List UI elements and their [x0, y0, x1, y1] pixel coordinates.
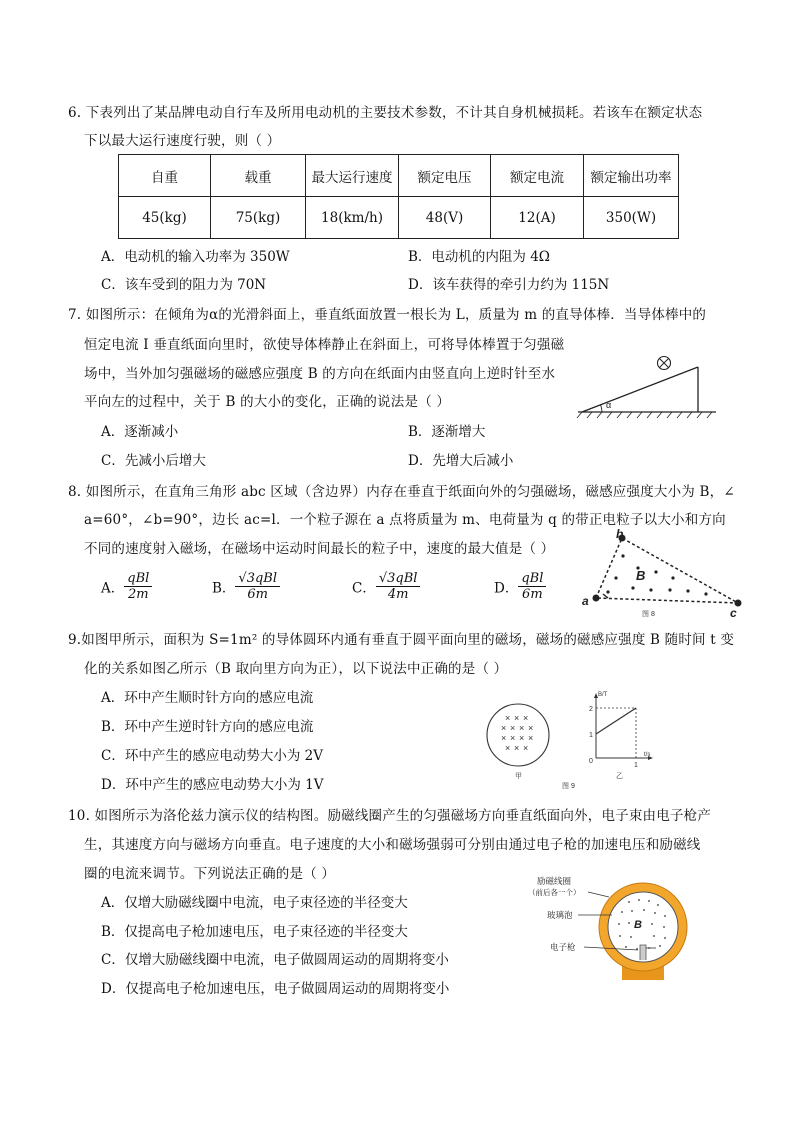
x-tick-0: 0 [589, 758, 593, 765]
fraction-numerator: √3qBl [235, 571, 280, 587]
incline-slope [582, 367, 698, 412]
alpha-label: α [606, 400, 612, 410]
table-cell: 48(V) [399, 197, 491, 239]
q9-figure [478, 690, 658, 790]
field-B-label: B [634, 919, 642, 931]
q9-option-c[interactable]: C．环中产生的感应电动势大小为 2V [101, 748, 323, 764]
q8-option-a[interactable] [101, 571, 152, 602]
fraction-denominator: 4m [387, 587, 409, 602]
q7-option-c[interactable]: C．先减小后增大 [101, 453, 206, 469]
q9-option-d[interactable]: D．环中产生的感应电动势大小为 1V [101, 777, 324, 793]
figure-caption: 图 8 [642, 611, 655, 618]
angle-mark-a [603, 594, 608, 598]
label-coil-note: （前后各一个） [528, 888, 581, 897]
q8-option-d[interactable] [494, 571, 546, 602]
option-fraction [376, 571, 421, 602]
q7-option-d[interactable]: D．先增大后减小 [408, 453, 514, 469]
q6-spec-table [118, 154, 679, 239]
q6-option-b[interactable]: B．电动机的内阻为 4Ω [408, 249, 550, 265]
svg-text:×: × [528, 723, 534, 733]
triangle-abc [596, 538, 738, 603]
x-tick-1: 1 [634, 762, 638, 769]
q6-option-c[interactable]: C．该车受到的阻力为 70N [101, 277, 267, 293]
table-header-cell: 载重 [211, 155, 306, 197]
option-fraction [518, 571, 546, 602]
table-header-cell: 自重 [119, 155, 211, 197]
y-tick-2: 2 [589, 706, 593, 713]
label-jia: 甲 [515, 773, 522, 780]
vertex-b-label: b [616, 527, 624, 541]
field-into-page-crosses [501, 713, 533, 753]
table-cell: 12(A) [491, 197, 584, 239]
svg-text:×: × [501, 733, 507, 743]
vertex-a-dot [593, 595, 600, 602]
svg-text:×: × [505, 713, 511, 723]
fraction-denominator: 6m [522, 587, 543, 602]
vertex-a-label: a [582, 594, 589, 608]
svg-text:×: × [510, 733, 516, 743]
q10-stem-line1: 10. 如图所示为洛伦兹力演示仪的结构图。励磁线圈产生的匀强磁场方向垂直纸面向外，电子束由电子枪产 [68, 808, 712, 824]
q7-stem-line2: 恒定电流 I 垂直纸面向里时，欲使导体棒静止在斜面上，可将导体棒置于匀强磁 [84, 337, 565, 353]
q8-stem-line2: a=60°，∠b=90°，边长 ac=l．一个粒子源在 a 点将质量为 m、电荷量为 q 的带正电粒子以大小和方向 [84, 512, 726, 528]
q6-stem-line1: 6. 下表列出了某品牌电动自行车及所用电动机的主要技术参数，不计其自身机械损耗。若该车在额定状态 [68, 105, 703, 121]
label-gun: 电子枪 [550, 942, 576, 952]
svg-text:×: × [505, 743, 511, 753]
svg-text:×: × [510, 723, 516, 733]
q6-option-a[interactable]: A．电动机的输入功率为 350W [101, 249, 290, 265]
q8-triangle-figure [578, 528, 746, 620]
table-header-cell: 额定电压 [399, 155, 491, 197]
angle-arc [601, 405, 602, 412]
q10-option-d[interactable]: D．仅提高电子枪加速电压，电子做圆周运动的周期将变小 [101, 981, 450, 997]
option-label: B． [212, 580, 236, 597]
svg-text:×: × [523, 743, 529, 753]
svg-text:×: × [523, 713, 529, 723]
field-dots [606, 554, 707, 595]
q7-incline-figure [574, 345, 724, 420]
q8-option-c[interactable] [352, 571, 420, 602]
svg-text:×: × [528, 733, 534, 743]
ground-hatch [577, 412, 712, 418]
q6-option-d[interactable]: D．该车获得的牵引力约为 115N [408, 277, 610, 293]
x-axis-label: t/s [644, 752, 651, 758]
q7-stem-line1: 7. 如图所示：在倾角为α的光滑斜面上，垂直纸面放置一根长为 L，质量为 m 的直导体棒．当导体棒中的 [68, 307, 707, 323]
q10-stem-line2: 生，其速度方向与磁场方向垂直。电子速度的大小和磁场强弱可分别由通过电子枪的加速电压和励磁线 [84, 837, 701, 853]
q9-stem-line1: 9.如图甲所示，面积为 S=1m² 的导体圆环内通有垂直于圆平面向里的磁场，磁场的磁感应强度 B 随时间 t 变 [68, 632, 735, 648]
table-cell: 45(kg) [119, 197, 211, 239]
q9-option-a[interactable]: A．环中产生顺时针方向的感应电流 [101, 690, 314, 706]
q9-option-b[interactable]: B．环中产生逆时针方向的感应电流 [101, 719, 314, 735]
fraction-numerator: qBl [518, 571, 546, 587]
q8-stem-line1: 8. 如图所示，在直角三角形 abc 区域（含边界）内存在垂直于纸面向外的匀强磁场，磁感应强度大小为 B，∠ [68, 484, 735, 500]
fraction-numerator: qBl [124, 571, 152, 587]
svg-text:×: × [519, 723, 525, 733]
q7-option-b[interactable]: B．逐渐增大 [408, 424, 486, 440]
y-axis-label: B/T [598, 692, 608, 698]
figure-caption: 图 9 [562, 783, 575, 790]
field-B-label: B [636, 568, 646, 583]
option-label: C． [352, 580, 376, 597]
option-fraction [124, 571, 152, 602]
fraction-denominator: 2m [127, 587, 149, 602]
q7-stem-line4: 平向左的过程中，关于 B 的大小的变化，正确的说法是（ ） [84, 394, 451, 410]
q6-stem-line2: 下以最大运行速度行驶，则（ ） [84, 133, 281, 149]
q10-stem-line3: 圈的电流来调节。下列说法正确的是（ ） [84, 866, 336, 882]
option-fraction [235, 571, 280, 602]
q9-stem-line2: 化的关系如图乙所示（B 取向里方向为正），以下说法中正确的是（ ） [84, 661, 508, 677]
q7-stem-line3: 场中，当外加匀强磁场的磁感应强度 B 的方向在纸面内由竖直向上逆时针至水 [84, 366, 556, 382]
table-cell: 350(W) [584, 197, 679, 239]
label-bulb: 玻璃泡 [547, 910, 573, 920]
svg-text:×: × [519, 733, 525, 743]
leader-coil [588, 892, 609, 897]
table-header-cell: 额定电流 [491, 155, 584, 197]
label-yi: 乙 [616, 773, 623, 780]
option-label: A． [101, 580, 125, 597]
q10-option-a[interactable]: A．仅增大励磁线圈中电流，电子束径迹的半径变大 [101, 895, 408, 911]
electron-gun-icon [640, 945, 646, 960]
table-row [119, 197, 679, 239]
q10-option-b[interactable]: B．仅提高电子枪加速电压，电子束径迹的半径变大 [101, 924, 408, 940]
label-coil: 励磁线圈 [537, 876, 572, 886]
fraction-denominator: 6m [247, 587, 269, 602]
table-header-cell: 额定输出功率 [584, 155, 679, 197]
q10-option-c[interactable]: C．仅增大励磁线圈中电流，电子做圆周运动的周期将变小 [101, 952, 449, 968]
svg-text:×: × [501, 723, 507, 733]
b-t-line [596, 708, 636, 734]
table-cell: 75(kg) [211, 197, 306, 239]
svg-text:×: × [514, 713, 520, 723]
q10-lorentz-apparatus-figure [528, 870, 714, 982]
q8-option-b[interactable] [212, 571, 280, 602]
fraction-numerator: √3qBl [376, 571, 421, 587]
q7-option-a[interactable]: A．逐渐减小 [101, 424, 179, 440]
option-label: D． [494, 580, 519, 597]
q8-stem-line3: 不同的速度射入磁场，在磁场中运动时间最长的粒子中，速度的最大值是（ ） [84, 541, 555, 557]
y-tick-1: 1 [589, 732, 593, 739]
vertex-c-label: c [730, 606, 737, 620]
svg-text:×: × [514, 743, 520, 753]
table-header-cell: 最大运行速度 [306, 155, 399, 197]
table-header-row [119, 155, 679, 197]
table-cell: 18(km/h) [306, 197, 399, 239]
